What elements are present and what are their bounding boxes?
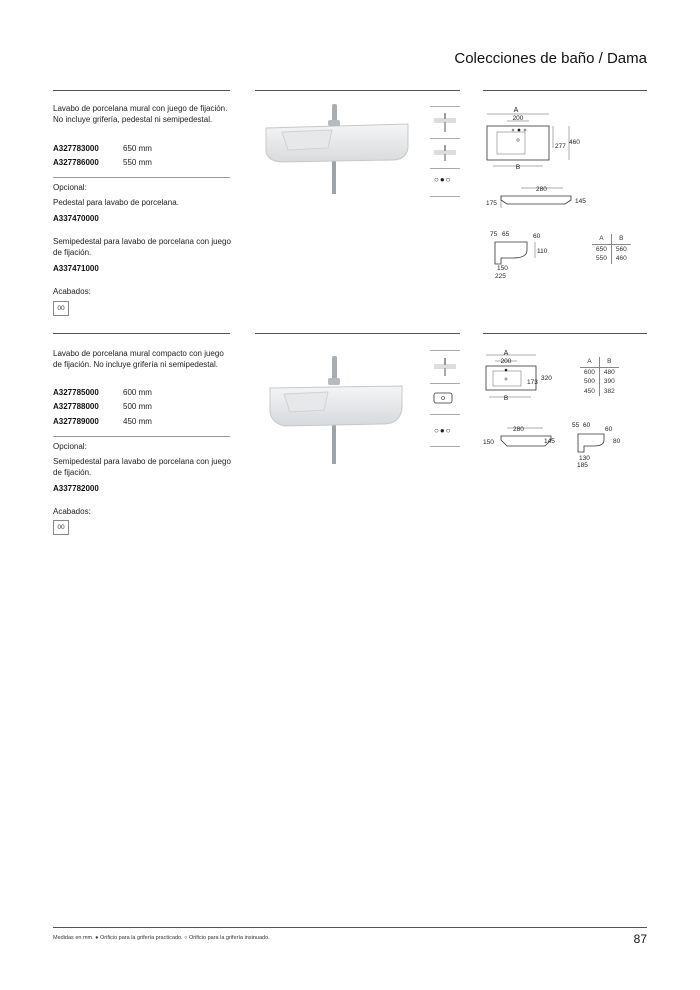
product-code: A327785000: [53, 388, 99, 397]
basin-photo: [262, 100, 414, 196]
divider: [53, 333, 230, 334]
product-size: 500 mm: [123, 402, 152, 411]
svg-text:145: 145: [575, 198, 586, 205]
front-view-drawing: [483, 422, 573, 456]
finish-swatch: 00: [53, 301, 69, 316]
optional-description: Semipedestal para lavabo de porcelana con juego de fijación.: [53, 457, 231, 477]
optional-code: A337470000: [53, 214, 99, 223]
svg-text:110: 110: [537, 248, 548, 255]
table-cell: 500: [580, 377, 599, 387]
table-header: B: [607, 358, 612, 365]
product-code: A327783000: [53, 144, 99, 153]
optional-label: Opcional:: [53, 442, 87, 451]
product-size: 600 mm: [123, 388, 152, 397]
svg-text:B: B: [503, 395, 509, 402]
finishes-label: Acabados:: [53, 287, 91, 296]
product-size: 450 mm: [123, 417, 152, 426]
product-code: A327786000: [53, 158, 99, 167]
divider: [430, 106, 460, 107]
svg-text:60: 60: [533, 233, 541, 240]
tap-hole-indicator: ○●○: [434, 426, 452, 435]
svg-text:277: 277: [555, 143, 566, 150]
table-header: B: [619, 235, 624, 242]
svg-text:130: 130: [579, 455, 590, 462]
divider: [53, 177, 230, 178]
side-view-drawing: [570, 418, 630, 470]
table-cell: 382: [603, 387, 615, 395]
page-number: 87: [633, 932, 647, 946]
divider: [430, 383, 460, 384]
svg-text:55: 55: [572, 422, 580, 429]
basin-thumb-icon: [432, 112, 460, 134]
divider: [430, 138, 460, 139]
divider: [255, 90, 460, 91]
dimensions-table: [592, 234, 631, 264]
product-description: Lavabo de porcelana mural compacto con juego de fijación. No incluye grifería ni semipedestal.: [53, 349, 224, 369]
table-cell: 480: [603, 368, 615, 376]
side-view-drawing: [483, 228, 553, 280]
product-code: A327788000: [53, 402, 99, 411]
divider: [430, 350, 460, 351]
table-cell: 560: [615, 245, 627, 253]
dimensions-table: [580, 357, 619, 396]
divider: [430, 196, 460, 197]
finish-swatch: 00: [53, 520, 69, 535]
svg-text:150: 150: [497, 265, 508, 272]
svg-text:60: 60: [583, 422, 591, 429]
table-cell: 390: [603, 378, 615, 385]
svg-text:60: 60: [605, 426, 613, 433]
divider: [255, 333, 460, 334]
divider: [430, 446, 460, 447]
optional-label: Opcional:: [53, 183, 87, 192]
basin-photo: [262, 350, 412, 466]
product-size: 650 mm: [123, 144, 152, 153]
product-code: A327789000: [53, 417, 99, 426]
svg-text:225: 225: [495, 273, 506, 280]
optional-description: Semipedestal para lavabo de porcelana con juego de fijación.: [53, 237, 231, 257]
table-header: A: [580, 357, 599, 367]
svg-text:A: A: [513, 107, 519, 114]
top-view-drawing: [483, 104, 583, 170]
product-description: Lavabo de porcelana mural con juego de fijación. No incluye grifería, pedestal ni semipedestal.: [53, 104, 228, 124]
divider: [53, 90, 230, 91]
svg-text:75: 75: [490, 231, 498, 238]
table-cell: 450: [580, 387, 599, 397]
svg-text:150: 150: [483, 439, 494, 446]
svg-text:200: 200: [512, 115, 524, 122]
svg-text:320: 320: [541, 375, 552, 382]
product-size: 550 mm: [123, 158, 152, 167]
svg-text:280: 280: [536, 186, 547, 193]
finishes-label: Acabados:: [53, 507, 91, 516]
svg-text:280: 280: [513, 426, 524, 433]
optional-code: A337471000: [53, 264, 99, 273]
basin-top-view-icon: [432, 389, 460, 409]
svg-text:200: 200: [500, 358, 512, 365]
optional-description: Pedestal para lavabo de porcelana.: [53, 198, 179, 207]
divider: [430, 414, 460, 415]
optional-code: A337782000: [53, 484, 99, 493]
svg-text:173: 173: [527, 379, 538, 386]
page-title: Colecciones de baño / Dama: [454, 50, 647, 67]
svg-text:65: 65: [502, 231, 510, 238]
table-cell: 650: [592, 244, 611, 254]
divider: [430, 168, 460, 169]
svg-text:460: 460: [569, 139, 580, 146]
divider: [483, 333, 647, 334]
svg-text:A: A: [503, 350, 509, 357]
svg-text:175: 175: [486, 200, 497, 207]
svg-text:145: 145: [544, 438, 555, 445]
table-cell: 460: [615, 255, 627, 262]
basin-semipedestal-icon: [432, 144, 460, 164]
footer-note: Medidas en mm. ● Orificio para la grifería practicado. ○ Orificio para la grifería insinuado.: [53, 935, 270, 941]
table-header: A: [592, 234, 611, 244]
divider: [483, 90, 647, 91]
divider: [53, 436, 230, 437]
footer-divider: [53, 927, 647, 928]
svg-text:80: 80: [613, 438, 621, 445]
table-cell: 550: [592, 254, 611, 264]
front-view-drawing: [483, 182, 593, 212]
svg-text:185: 185: [577, 462, 588, 469]
top-view-drawing: [483, 346, 563, 406]
table-cell: 600: [580, 367, 599, 377]
basin-thumb-icon: [432, 356, 460, 378]
tap-hole-indicator: ○●○: [434, 175, 452, 184]
svg-text:B: B: [515, 164, 521, 170]
